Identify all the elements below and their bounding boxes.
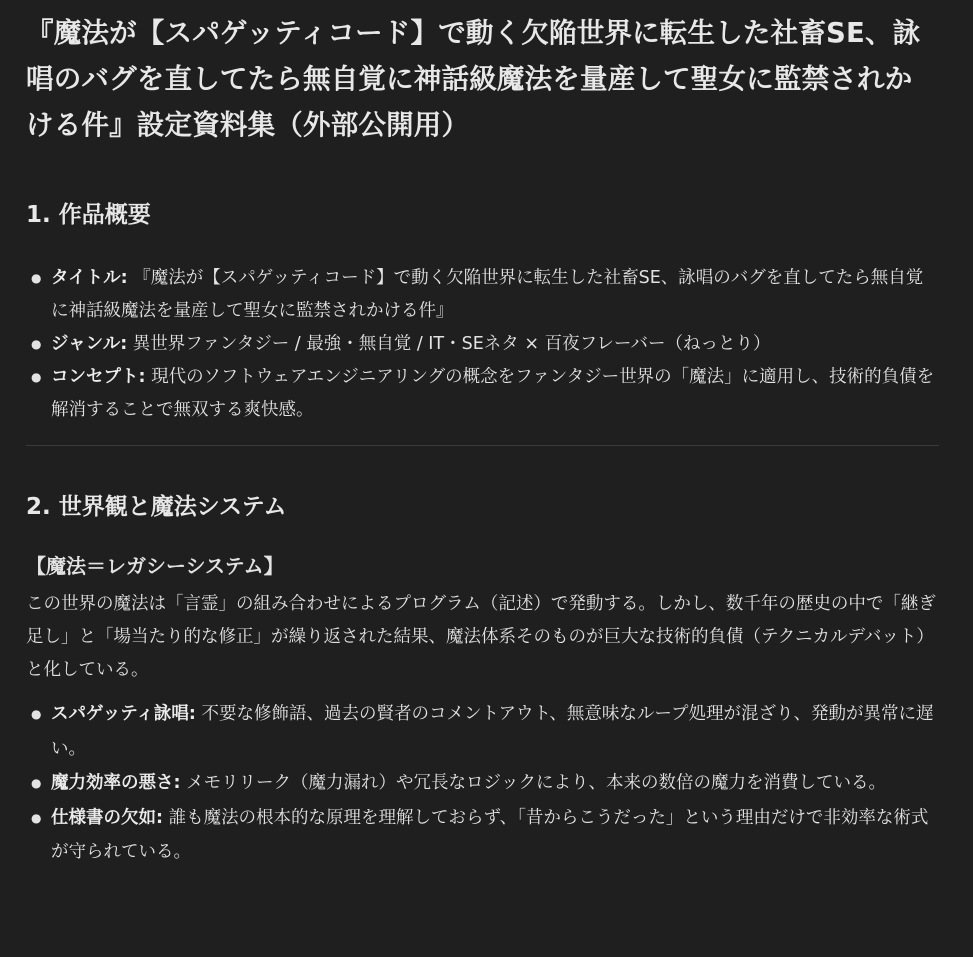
bullet-icon: ●	[31, 271, 42, 285]
overview-list	[26, 262, 939, 427]
world-paragraph: この世界の魔法は「言霊」の組み合わせによるプログラム（記述）で発動する。しかし、数千年の歴史の中で「継ぎ足し」と「場当たり的な修正」が繰り返された結果、魔法体系そのものが巨大な技術的負債（テクニカルデバット）と化している。	[26, 594, 936, 680]
item-label: 魔力効率の悪さ:	[51, 773, 181, 793]
item-text: 不要な修飾語、過去の賢者のコメントアウト、無意味なループ処理が混ざり、発動が異常に遅い。	[51, 704, 934, 759]
item-text: メモリリーク（魔力漏れ）や冗長なロジックにより、本来の数倍の魔力を消費している。	[180, 773, 887, 793]
subsection-heading-legacy: 【魔法＝レガシーシステム】	[26, 554, 284, 578]
list-item-genre	[26, 328, 939, 361]
item-text: 現代のソフトウェアエンジニアリングの概念をファンタジー世界の「魔法」に適用し、技術的負債を解消することで無双する爽快感。	[51, 367, 935, 420]
list-item-efficiency	[26, 766, 939, 801]
section-heading-overview: 1. 作品概要	[26, 202, 151, 228]
item-label: スパゲッティ詠唱:	[51, 704, 196, 724]
item-text: 異世界ファンタジー / 最強・無自覚 / IT・SEネタ × 百夜フレーバー（ねっとり）	[127, 334, 771, 354]
bullet-icon: ●	[31, 707, 42, 721]
item-label: タイトル:	[51, 268, 128, 288]
list-item-spaghetti	[26, 697, 939, 766]
bullet-icon: ●	[31, 370, 42, 384]
item-label: ジャンル:	[51, 334, 128, 354]
list-item-spec	[26, 801, 939, 870]
list-item-title	[26, 262, 939, 328]
magic-issues-list	[26, 697, 939, 870]
document-title: 『魔法が【スパゲッティコード】で動く欠陥世界に転生した社畜SE、詠唱のバグを直してたら無自覚に神話級魔法を量産して聖女に監禁されかける件』設定資料集（外部公開用）	[26, 17, 921, 141]
bullet-icon: ●	[31, 337, 42, 351]
list-item-concept	[26, 361, 939, 427]
item-label: 仕様書の欠如:	[51, 807, 163, 828]
item-text: 『魔法が【スパゲッティコード】で動く欠陥世界に転生した社畜SE、詠唱のバグを直してたら無自覚に神話級魔法を量産して聖女に監禁されかける件』	[51, 268, 924, 321]
bullet-icon: ●	[31, 810, 42, 825]
section-heading-world: 2. 世界観と魔法システム	[26, 494, 287, 520]
section-divider	[26, 445, 939, 446]
bullet-icon: ●	[31, 776, 42, 790]
item-text: 誰も魔法の根本的な原理を理解しておらず、「昔からこうだった」という理由だけで非効率な術式が守られている。	[51, 807, 929, 862]
item-label: コンセプト:	[51, 367, 146, 387]
